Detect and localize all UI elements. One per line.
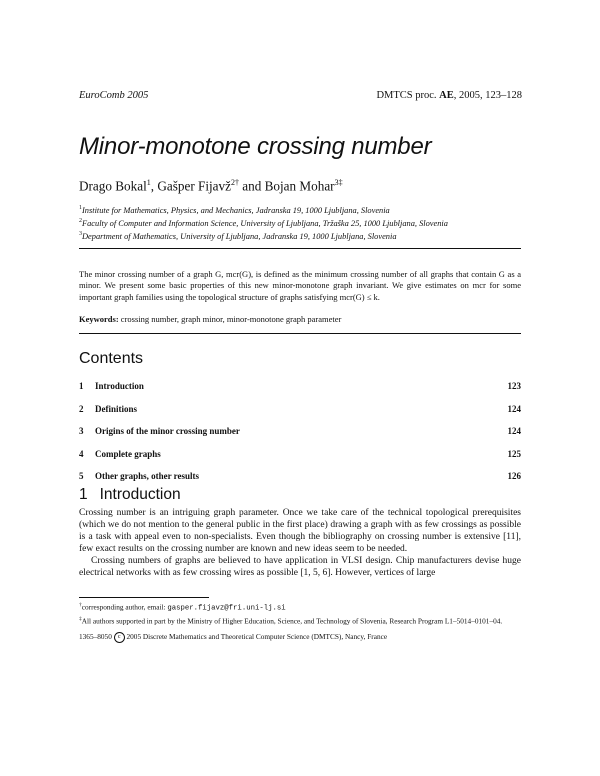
footnotes bbox=[79, 600, 521, 626]
author: Bojan Mohar bbox=[264, 178, 335, 194]
toc-entry[interactable]: 1 Introduction 123 bbox=[79, 381, 521, 392]
copyright-icon: c bbox=[114, 632, 125, 643]
paragraph: Crossing numbers of graphs are believed to have application in VLSI design. Chip manufacturers devise huge electrical networks with as few crossing wires as possible [1, 5, 6]. However, vertices of large bbox=[79, 555, 521, 578]
toc-entry[interactable]: 2 Definitions 124 bbox=[79, 403, 521, 414]
section-body bbox=[79, 508, 521, 579]
paper-title: Minor-monotone crossing number bbox=[79, 133, 432, 160]
toc-entry[interactable]: 4 Complete graphs 125 bbox=[79, 448, 521, 459]
author-list: Drago Bokal$^1$, Gašper Fijavž$^{2\dagger}$ and Bojan Mohar$^{3\ddagger}$ bbox=[79, 178, 343, 194]
abstract: The minor crossing number of a graph G, mcr(G), is defined as the minimum crossing number of all graphs that contain G as a minor. We present some basic properties of this new minor-monotone graph invariant. We give estimates on mcr for some important graph families using the topological structure of graphs satisfying mcr(G) ≤ k. bbox=[79, 269, 521, 302]
affiliation: $^2$Faculty of Computer and Information Science, University of Ljubljana, Tržaška 25, 1000 Ljubljana, Slovenia bbox=[79, 218, 448, 228]
table-of-contents bbox=[79, 375, 521, 488]
footnote-rule bbox=[79, 597, 209, 598]
footnote: ‡All authors supported in part by the Ministry of Higher Education, Science, and Technology of Slovenia, Research Program L1–5014–0101–04. bbox=[79, 615, 503, 626]
toc-entry[interactable]: 3 Origins of the minor crossing number 124 bbox=[79, 426, 521, 437]
affiliation: $^3$Department of Mathematics, University of Ljubljana, Jadranska 19, 1000 Ljubljana, Slovenia bbox=[79, 231, 397, 242]
copyright-line: 1365–8050 c 2005 Discrete Mathematics and Theoretical Computer Science (DMTCS), Nancy, France bbox=[79, 632, 388, 642]
running-header bbox=[79, 90, 522, 101]
bottom-rule bbox=[79, 333, 521, 334]
email-link[interactable]: gasper.fijavz@fri.uni-lj.si bbox=[167, 604, 286, 613]
section-heading: 1 Introduction bbox=[79, 486, 181, 503]
conference-name: EuroComb 2005 bbox=[79, 90, 149, 101]
contents-heading: Contents bbox=[79, 350, 144, 367]
affiliation: $^1$Institute for Mathematics, Physics, and Mechanics, Jadranska 19, 1000 Ljubljana, Slovenia bbox=[79, 205, 390, 215]
toc-entry[interactable]: 5 Other graphs, other results 126 bbox=[79, 471, 521, 482]
author: Gašper Fijavž bbox=[157, 178, 231, 194]
top-rule bbox=[79, 248, 521, 249]
affiliations bbox=[79, 203, 448, 243]
keywords: Keywords: crossing number, graph minor, minor-monotone graph parameter bbox=[79, 314, 342, 324]
journal-info: DMTCS proc. AE, 2005, 123–128 bbox=[376, 90, 522, 101]
paragraph: Crossing number is an intriguing graph parameter. Once we take care of the technical topological prerequisites (which we do not mention to the general public in the first place) drawing a graph with as few crossings as possible is a task with appeal even to non-specialists. Even though the bibliography on crossing number is extensive [11], few exact results on the crossing number are known and new ideas seem to be needed. bbox=[79, 508, 521, 554]
footnote: †corresponding author, email: gasper.fijavz@fri.uni-lj.si bbox=[79, 602, 286, 613]
author: Drago Bokal bbox=[79, 178, 147, 194]
